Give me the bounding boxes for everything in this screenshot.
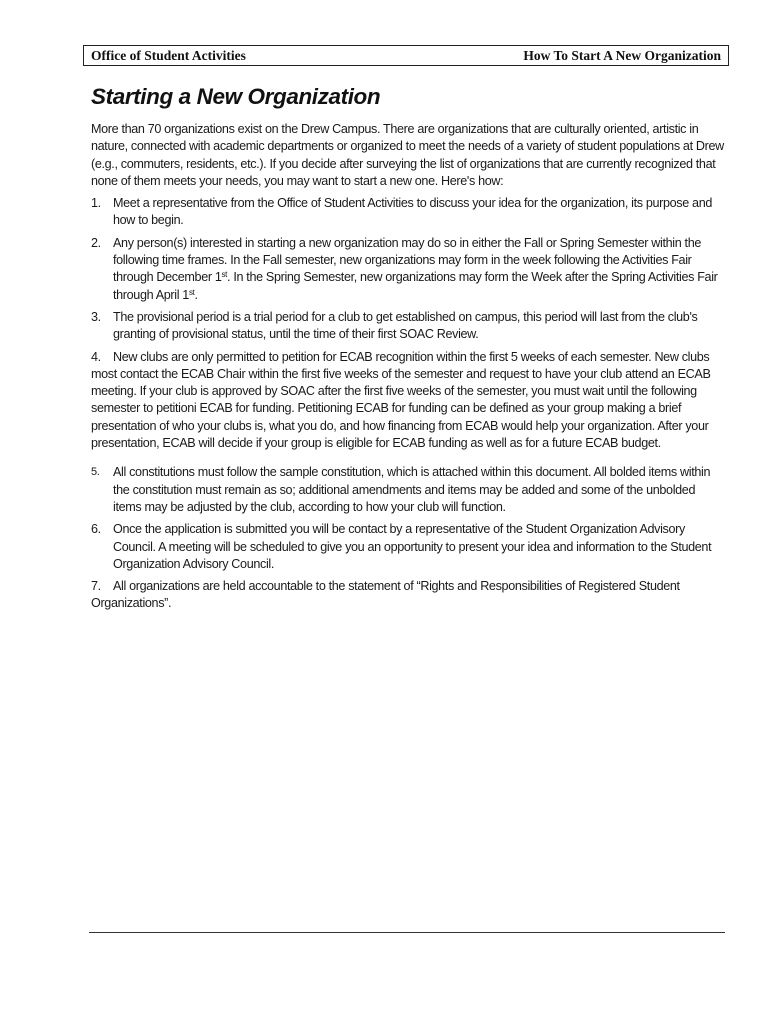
list-item-1 <box>91 195 724 230</box>
list-item-7 <box>91 578 724 613</box>
list-item-text <box>113 235 724 304</box>
text-segment: . <box>194 287 198 302</box>
list-item-number: 6. <box>91 522 101 537</box>
page-header <box>83 45 729 66</box>
list-item-text: New clubs are only permitted to petition for ECAB recognition within the first 5 weeks of each semester. New clubs most contact the ECAB Chair within the first five weeks of the semester and request to have your club attend an ECAB meeting. If your club is approved by SOAC after the first five weeks of the semester, you must wait until the following semester to petitioni ECAB for funding. Petitioning ECAB for funding can be defined as your group making a brief presentation of who your clubs is, what you do, and how financing from ECAB would help your organization. After your presentation, ECAB will decide if your group is eligible for ECAB funding as well as for a future ECAB budget. <box>91 349 711 451</box>
ordinal-suffix: st <box>188 287 195 297</box>
list-item-6 <box>91 521 724 573</box>
list-item-number: 7. <box>91 579 101 594</box>
intro-paragraph: More than 70 organizations exist on the Drew Campus. There are organizations that are culturally oriented, artistic in nature, connected with academic departments or organized to meet the needs of a variety of student populations at Drew (e.g., commuters, residents, etc.). If you decide after surveying the list of organizations that are currently recognized that none of them meets your needs, you may want to start a new one. Here's how: <box>91 122 724 188</box>
spacer <box>91 452 724 464</box>
list-item-2 <box>91 235 724 304</box>
ordinal-suffix: st <box>221 270 228 280</box>
list-item-number: 5. <box>91 466 100 479</box>
text-segment: . In the Spring Semester, new organizations may form the Week after the Spring Activities Fair through April 1 <box>113 270 718 302</box>
list-item-text: All organizations are held accountable to the statement of “Rights and Responsibilities of Registered Student Organizations”. <box>91 579 680 611</box>
list-item-number: 3. <box>91 309 101 324</box>
list-item-number: 4. <box>91 349 101 364</box>
header-office-name: Office of Student Activities <box>91 47 246 63</box>
list-item-text: Once the application is submitted you will be contact by a representative of the Student Organization Advisory Council. A meeting will be scheduled to give you an opportunity to present your idea and information to the Student Organization Advisory Council. <box>113 522 712 571</box>
list-item-4 <box>91 349 724 453</box>
text-segment: Any person(s) interested in starting a new organization may do so in either the Fall or Spring Semester within the following time frames. In the Fall semester, new organizations may form in the week following the Activities Fair through December 1 <box>113 235 702 285</box>
header-document-title: How To Start A New Organization <box>523 47 721 63</box>
list-item-text: The provisional period is a trial period for a club to get established on campus, this period will last from the club's granting of provisional status, until the time of their first SOAC Review. <box>113 309 698 342</box>
footer-divider <box>89 932 725 933</box>
list-item-5 <box>91 464 724 516</box>
document-body <box>91 121 724 613</box>
list-item-number: 1. <box>91 196 101 211</box>
page-title: Starting a New Organization <box>91 84 381 109</box>
list-item-3 <box>91 309 724 344</box>
list-item-text: Meet a representative from the Office of Student Activities to discuss your idea for the organization, its purpose and how to begin. <box>113 196 712 228</box>
list-item-text: All constitutions must follow the sample constitution, which is attached within this document. All bolded items within the constitution must remain as so; additional amendments and items may be added and some of the unbolded items may be adjusted by the club, according to how your club will function. <box>113 465 711 514</box>
list-item-number: 2. <box>91 235 101 250</box>
